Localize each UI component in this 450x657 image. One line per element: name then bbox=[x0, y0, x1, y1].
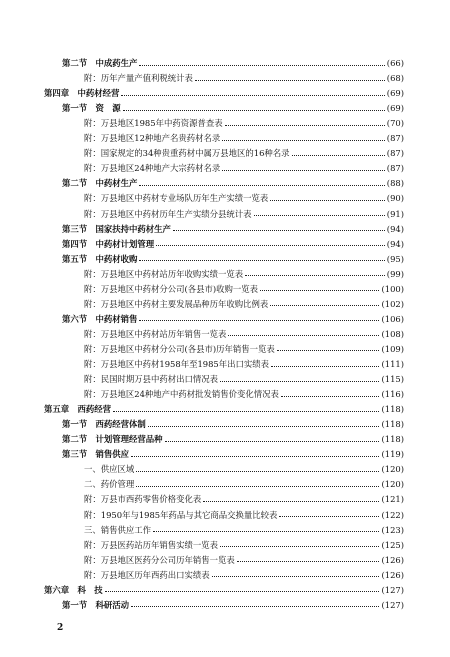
toc-entry-title: 第一节 科研活动 bbox=[62, 599, 129, 610]
dot-leader bbox=[139, 65, 384, 66]
toc-entry bbox=[84, 477, 404, 491]
toc-entry bbox=[84, 523, 404, 537]
toc-entry-page: (125) bbox=[381, 539, 404, 550]
toc-entry-title: 附：1950年与1985年药品与其它商品交换量比较表 bbox=[84, 509, 278, 520]
toc-entry-title: 附：国家规定的34种贵重药材中属万县地区的16种名录 bbox=[84, 148, 290, 159]
page-number: 2 bbox=[57, 623, 64, 633]
toc-entry bbox=[84, 508, 404, 522]
toc-entry bbox=[84, 297, 404, 311]
toc-entry-title: 第四节 中药材计划管理 bbox=[62, 238, 155, 249]
toc-entry bbox=[62, 237, 404, 251]
dot-leader bbox=[220, 546, 379, 547]
toc-entry-title: 附：万县地区中药材分公司(各县市)收购一览表 bbox=[84, 283, 259, 294]
dot-leader bbox=[139, 185, 384, 186]
dot-leader bbox=[228, 335, 379, 336]
dot-leader bbox=[173, 230, 385, 231]
toc-entry bbox=[62, 312, 404, 326]
toc-entry bbox=[84, 387, 404, 401]
toc-entry-title: 第三节 国家扶持中药材生产 bbox=[62, 223, 171, 234]
toc-entry-page: (90) bbox=[386, 193, 404, 204]
dot-leader bbox=[222, 170, 385, 171]
dot-leader bbox=[131, 456, 379, 457]
toc-entry-page: (106) bbox=[381, 313, 404, 324]
toc-entry bbox=[44, 583, 404, 597]
toc-entry-title: 附：万县地区中药材站历年销售一览表 bbox=[84, 328, 227, 339]
dot-leader bbox=[212, 576, 380, 577]
dot-leader bbox=[279, 516, 379, 517]
toc-entry bbox=[84, 342, 404, 356]
toc-entry-page: (69) bbox=[386, 88, 404, 99]
dot-leader bbox=[281, 396, 380, 397]
toc-entry-title: 第一节 西药经营体制 bbox=[62, 419, 146, 430]
toc-entry bbox=[44, 402, 404, 416]
toc-entry-page: (91) bbox=[386, 208, 404, 219]
dot-leader bbox=[270, 200, 385, 201]
toc-entry-page: (87) bbox=[386, 148, 404, 159]
toc-entry-title: 附：万县地区1985年中药资源普查表 bbox=[84, 118, 223, 129]
toc-entry-title: 附：万县医药站历年销售实绩一览表 bbox=[84, 539, 218, 550]
toc-entry-page: (127) bbox=[381, 599, 404, 610]
toc-entry-page: (111) bbox=[381, 359, 404, 369]
dot-leader bbox=[165, 441, 380, 442]
toc-entry bbox=[62, 176, 404, 190]
toc-entry bbox=[84, 267, 404, 281]
toc-entry-title: 附：万县地区医药分公司历年销售一览表 bbox=[84, 554, 235, 565]
toc-entry bbox=[84, 357, 404, 371]
toc-entry bbox=[62, 101, 404, 115]
toc-entry-page: (122) bbox=[381, 509, 404, 520]
toc-entry-page: (66) bbox=[386, 58, 404, 68]
dot-leader bbox=[139, 320, 379, 321]
toc-entry bbox=[84, 492, 404, 506]
toc-entry-title: 附：万县地区24种地产中药材批发销售价变化情况表 bbox=[84, 389, 279, 400]
dot-leader bbox=[271, 366, 379, 367]
dot-leader bbox=[195, 80, 385, 81]
dot-leader bbox=[222, 140, 385, 141]
dot-leader bbox=[245, 275, 385, 276]
dot-leader bbox=[260, 290, 379, 291]
toc-entry-title: 第一节 资 源 bbox=[62, 103, 121, 114]
toc-entry-page: (87) bbox=[386, 133, 404, 144]
toc-entry-page: (109) bbox=[381, 343, 404, 354]
dot-leader bbox=[105, 591, 380, 592]
dot-leader bbox=[277, 350, 380, 351]
toc-entry bbox=[84, 207, 404, 221]
toc-entry-page: (69) bbox=[386, 103, 404, 114]
dot-leader bbox=[220, 381, 379, 382]
toc-entry-page: (127) bbox=[381, 584, 404, 595]
toc-entry bbox=[84, 131, 404, 145]
toc-entry-title: 第二节 计划管理经营品种 bbox=[62, 434, 163, 445]
toc-entry-title: 附：万县地区历年西药出口实绩表 bbox=[84, 569, 210, 580]
toc-entry-page: (118) bbox=[381, 404, 404, 415]
toc-entry bbox=[62, 417, 404, 431]
toc-entry bbox=[62, 447, 404, 461]
toc-entry-page: (118) bbox=[381, 419, 404, 430]
toc-entry-page: (100) bbox=[381, 283, 404, 294]
toc-entry-page: (94) bbox=[386, 238, 404, 249]
toc-entry bbox=[84, 71, 404, 85]
toc-entry-page: (118) bbox=[381, 434, 404, 445]
dot-leader bbox=[139, 260, 384, 261]
toc-entry-page: (102) bbox=[381, 298, 404, 309]
toc-entry bbox=[62, 222, 404, 236]
toc-entry bbox=[84, 462, 404, 476]
toc-entry bbox=[44, 86, 404, 100]
toc-entry bbox=[62, 598, 404, 612]
toc-entry-title: 第三节 销售供应 bbox=[62, 449, 129, 460]
dot-leader bbox=[225, 125, 385, 126]
toc-entry-page: (68) bbox=[386, 73, 404, 84]
dot-leader bbox=[113, 411, 379, 412]
dot-leader bbox=[148, 426, 380, 427]
toc-entry-title: 附：万县地区中药材主要发展品种历年收购比例表 bbox=[84, 298, 269, 309]
toc-entry-page: (119) bbox=[381, 449, 404, 460]
toc-entry-title: 附：民国时期万县中药材出口情况表 bbox=[84, 374, 218, 385]
toc-entry-page: (121) bbox=[381, 494, 404, 505]
toc-entry bbox=[84, 372, 404, 386]
toc-entry-page: (126) bbox=[381, 569, 404, 580]
dot-leader bbox=[121, 95, 384, 96]
toc-entry-title: 附：万县地区中药材1958年至1985年出口实绩表 bbox=[84, 359, 270, 369]
toc-entry-page: (99) bbox=[386, 268, 404, 279]
toc-entry-title: 第四章 中药材经营 bbox=[44, 88, 120, 99]
toc-entry-title: 附：万县地区24种地产大宗药材名录 bbox=[84, 163, 221, 174]
dot-leader bbox=[131, 606, 379, 607]
toc-entry-title: 二、药价管理 bbox=[84, 479, 135, 490]
dot-leader bbox=[237, 561, 380, 562]
dot-leader bbox=[153, 531, 379, 532]
toc-entry-title: 第二节 中药材生产 bbox=[62, 178, 138, 189]
toc-entry-page: (95) bbox=[386, 253, 404, 264]
toc-entry-page: (123) bbox=[381, 524, 404, 535]
toc-entry bbox=[62, 432, 404, 446]
toc-entry bbox=[62, 56, 404, 70]
toc-entry-title: 三、销售供应工作 bbox=[84, 524, 151, 535]
dot-leader bbox=[254, 215, 385, 216]
toc-entry-page: (115) bbox=[381, 374, 404, 385]
toc-entry-title: 一、供应区域 bbox=[84, 464, 135, 475]
toc-entry-title: 第五章 西药经营 bbox=[44, 404, 111, 415]
toc-entry-page: (70) bbox=[386, 118, 404, 129]
toc-entry-title: 第二节 中成药生产 bbox=[62, 58, 138, 68]
toc-entry bbox=[62, 252, 404, 266]
toc-entry-title: 附：万县地区12种地产名贵药材名录 bbox=[84, 133, 221, 144]
toc-entry-title: 附：万县地区中药材分公司(各县市)历年销售一览表 bbox=[84, 343, 275, 354]
toc-entry bbox=[84, 191, 404, 205]
toc-entry-page: (126) bbox=[381, 554, 404, 565]
dot-leader bbox=[123, 110, 385, 111]
toc-entry bbox=[84, 161, 404, 175]
toc-entry-page: (94) bbox=[386, 223, 404, 234]
dot-leader bbox=[270, 305, 379, 306]
toc-entry-page: (87) bbox=[386, 163, 404, 174]
toc-entry-page: (120) bbox=[381, 479, 404, 490]
toc-entry bbox=[84, 146, 404, 160]
dot-leader bbox=[292, 155, 385, 156]
toc-entry bbox=[84, 538, 404, 552]
toc-entry bbox=[84, 553, 404, 567]
toc-entry-title: 第五节 中药材收购 bbox=[62, 253, 138, 264]
dot-leader bbox=[136, 471, 379, 472]
toc-entry-title: 附：历年产量产值利税统计表 bbox=[84, 73, 193, 84]
toc-entry bbox=[84, 568, 404, 582]
toc-entry-title: 附：万县市西药零售价格变化表 bbox=[84, 494, 202, 505]
toc-entry-page: (108) bbox=[381, 328, 404, 339]
dot-leader bbox=[203, 501, 379, 502]
toc-entry-page: (120) bbox=[381, 464, 404, 475]
toc-entry bbox=[84, 116, 404, 130]
toc-entry bbox=[84, 327, 404, 341]
toc-entry-title: 附：万县地区中药材专业场队历年生产实绩一览表 bbox=[84, 193, 269, 204]
toc-entry-title: 第六节 中药材销售 bbox=[62, 313, 138, 324]
toc-entry bbox=[84, 282, 404, 296]
toc-entry-page: (88) bbox=[386, 178, 404, 189]
dot-leader bbox=[156, 245, 385, 246]
toc-entry-title: 附：万县地区中药材历年生产实绩分县统计表 bbox=[84, 208, 252, 219]
toc-entry-page: (116) bbox=[381, 389, 404, 400]
toc-entry-title: 附：万县地区中药材站历年收购实绩一览表 bbox=[84, 268, 244, 279]
toc-entry-title: 第六章 科 技 bbox=[44, 584, 103, 595]
dot-leader bbox=[136, 486, 379, 487]
